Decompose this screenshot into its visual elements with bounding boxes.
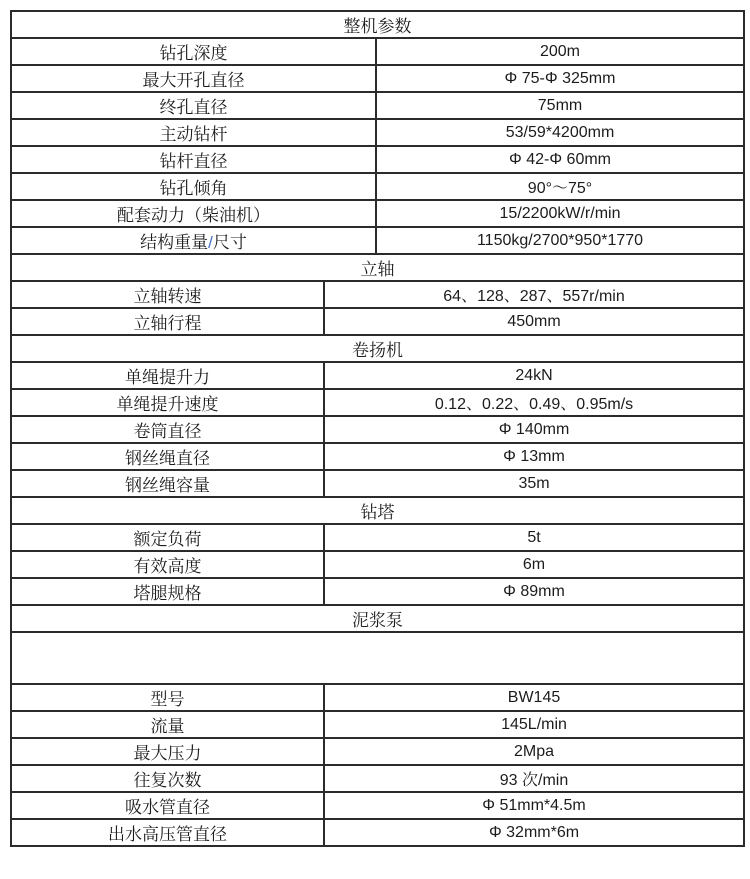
spec-label-part: 结构重量 — [140, 233, 209, 252]
spec-label: 卷筒直径 — [11, 416, 324, 443]
section-header-row — [11, 254, 744, 281]
spec-row — [11, 792, 744, 819]
spec-label: 单绳提升力 — [11, 362, 324, 389]
spec-label: 吸水管直径 — [11, 792, 324, 819]
spec-label: 立轴转速 — [11, 281, 324, 308]
spec-label: 立轴行程 — [11, 308, 324, 335]
spec-value: Φ 13mm — [324, 443, 744, 470]
empty-cell — [11, 632, 744, 684]
spec-label: 钢丝绳容量 — [11, 470, 324, 497]
spec-label: 最大开孔直径 — [11, 65, 376, 92]
spec-value: Φ 51mm*4.5m — [324, 792, 744, 819]
spec-value: 53/59*4200mm — [376, 119, 744, 146]
spec-value: 15/2200kW/r/min — [376, 200, 744, 227]
spec-value: Φ 42-Φ 60mm — [376, 146, 744, 173]
spec-row — [11, 711, 744, 738]
spec-label: 最大压力 — [11, 738, 324, 765]
spec-value: 450mm — [324, 308, 744, 335]
spec-row — [11, 308, 744, 335]
spec-row — [11, 200, 744, 227]
spec-label: 有效高度 — [11, 551, 324, 578]
spec-value: Φ 75-Φ 325mm — [376, 65, 744, 92]
spec-value: 0.12、0.22、0.49、0.95m/s — [324, 389, 744, 416]
spec-row — [11, 524, 744, 551]
section-header-row — [11, 497, 744, 524]
spec-value: 6m — [324, 551, 744, 578]
table-title: 整机参数 — [11, 11, 744, 38]
spec-value: 24kN — [324, 362, 744, 389]
spec-value: 5t — [324, 524, 744, 551]
spec-label: 终孔直径 — [11, 92, 376, 119]
spec-label — [11, 227, 376, 254]
spec-row — [11, 119, 744, 146]
spec-row — [11, 416, 744, 443]
spec-value: 90°～75° — [376, 173, 744, 200]
spec-row — [11, 684, 744, 711]
spec-label-slash: / — [208, 233, 213, 252]
section-title: 泥浆泵 — [11, 605, 744, 632]
spec-row — [11, 819, 744, 846]
spec-label-part: 尺寸 — [212, 233, 247, 252]
machine-parameters-table — [10, 10, 745, 847]
spec-value: BW145 — [324, 684, 744, 711]
spec-row — [11, 38, 744, 65]
spec-label: 出水高压管直径 — [11, 819, 324, 846]
table-title-row — [11, 11, 744, 38]
spec-value: Φ 89mm — [324, 578, 744, 605]
spec-row — [11, 443, 744, 470]
spec-label: 主动钻杆 — [11, 119, 376, 146]
spec-row — [11, 173, 744, 200]
spec-label: 单绳提升速度 — [11, 389, 324, 416]
spec-value: 145L/min — [324, 711, 744, 738]
spec-row — [11, 578, 744, 605]
spec-row — [11, 65, 744, 92]
spec-label: 配套动力（柴油机） — [11, 200, 376, 227]
spec-row — [11, 362, 744, 389]
spec-label: 型号 — [11, 684, 324, 711]
spec-value: 1150kg/2700*950*1770 — [376, 227, 744, 254]
spec-row — [11, 551, 744, 578]
section-title: 钻塔 — [11, 497, 744, 524]
spec-row — [11, 389, 744, 416]
spec-label: 钻孔深度 — [11, 38, 376, 65]
section-header-row — [11, 605, 744, 632]
empty-row — [11, 632, 744, 684]
spec-value: Φ 140mm — [324, 416, 744, 443]
spec-row — [11, 146, 744, 173]
section-header-row — [11, 335, 744, 362]
spec-value: 35m — [324, 470, 744, 497]
spec-value: 64、128、287、557r/min — [324, 281, 744, 308]
spec-row — [11, 470, 744, 497]
spec-label: 钻杆直径 — [11, 146, 376, 173]
spec-value: 75mm — [376, 92, 744, 119]
spec-label: 钻孔倾角 — [11, 173, 376, 200]
spec-label: 往复次数 — [11, 765, 324, 792]
spec-row — [11, 281, 744, 308]
spec-label: 额定负荷 — [11, 524, 324, 551]
spec-row — [11, 765, 744, 792]
spec-value: Φ 32mm*6m — [324, 819, 744, 846]
spec-label: 流量 — [11, 711, 324, 738]
spec-row — [11, 92, 744, 119]
spec-label: 塔腿规格 — [11, 578, 324, 605]
spec-value: 2Mpa — [324, 738, 744, 765]
section-title: 立轴 — [11, 254, 744, 281]
spec-value: 200m — [376, 38, 744, 65]
spec-row — [11, 738, 744, 765]
spec-label: 钢丝绳直径 — [11, 443, 324, 470]
section-title: 卷扬机 — [11, 335, 744, 362]
spec-value: 93 次/min — [324, 765, 744, 792]
spec-row — [11, 227, 744, 254]
